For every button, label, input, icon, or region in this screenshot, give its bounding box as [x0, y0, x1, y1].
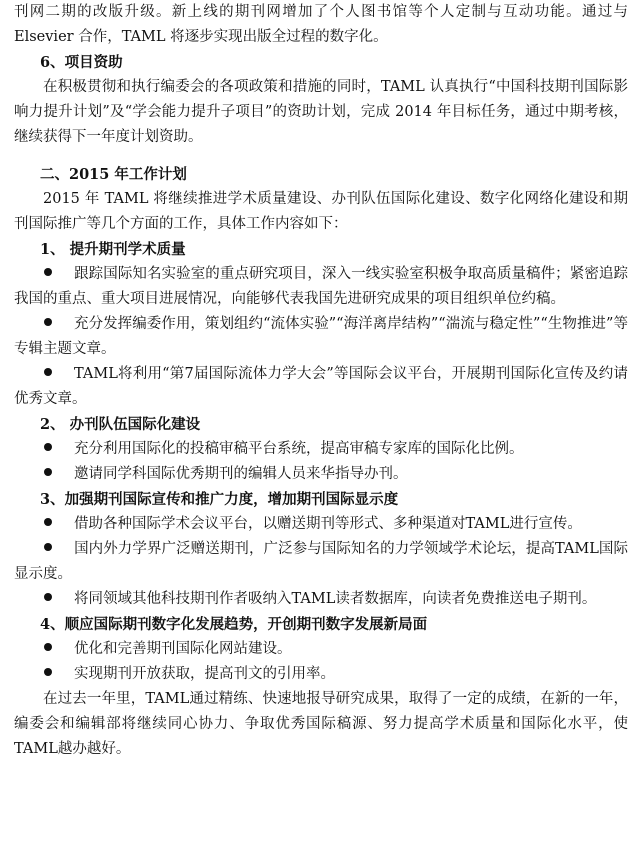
section-6-heading: 6、项目资助: [40, 54, 123, 71]
item-1-bullet-1: [14, 262, 628, 312]
item-3-heading: 3、加强期刊国际宣传和推广力度，增加期刊国际显示度: [40, 491, 399, 508]
item-1-bullet-3: [14, 362, 628, 412]
item-4-bullet-2: [14, 662, 628, 687]
item-2-bullet-1: [14, 437, 628, 462]
bullet-dot-icon: [44, 443, 52, 451]
bullet-dot-icon: [44, 518, 52, 526]
bullet-text: 将同领域其他科技期刊作者吸纳入TAML读者数据库，向读者免费推送电子期刊。: [74, 591, 597, 607]
bullet-dot-icon: [44, 643, 52, 651]
bullet-dot-icon: [44, 543, 52, 551]
part-2-heading: 二、2015 年工作计划: [40, 166, 187, 183]
bullet-text: 实现期刊开放获取，提高刊文的引用率。: [74, 666, 335, 682]
bullet-text: 借助各种国际学术会议平台，以赠送期刊等形式、多种渠道对TAML进行宣传。: [74, 516, 582, 532]
intro-paragraph-end: 刊网二期的改版升级。新上线的期刊网增加了个人图书馆等个人定制与互动功能。通过与Elsevier 合作，TAML 将逐步实现出版全过程的数字化。: [14, 4, 628, 45]
bullet-dot-icon: [44, 668, 52, 676]
item-4-bullet-1: [14, 637, 628, 662]
item-3-bullet-2: [14, 537, 628, 587]
item-3-bullet-3: [14, 587, 628, 612]
bullet-text: 跟踪国际知名实验室的重点研究项目，深入一线实验室积极争取高质量稿件；紧密追踪我国的重点、重大项目进展情况，向能够代表我国先进研究成果的项目组织单位约稿。: [14, 266, 628, 307]
closing-paragraph: 在过去一年里，TAML通过精练、快速地报导研究成果，取得了一定的成绩，在新的一年，编委会和编辑部将继续同心协力、争取优秀国际稿源、努力提高学术质量和国际化水平，使TAML越办越好。: [14, 691, 628, 757]
part-2-intro: 2015 年 TAML 将继续推进学术质量建设、办刊队伍国际化建设、数字化网络化建设和期刊国际推广等几个方面的工作，具体工作内容如下：: [14, 191, 628, 232]
item-1-bullet-2: [14, 312, 628, 362]
bullet-text: 邀请同学科国际优秀期刊的编辑人员来华指导办刊。: [74, 466, 408, 482]
bullet-text: 充分利用国际化的投稿审稿平台系统，提高审稿专家库的国际化比例。: [74, 441, 524, 457]
bullet-text: 充分发挥编委作用，策划组约“流体实验”“海洋离岸结构”“湍流与稳定性”“生物推进”等专辑主题文章。: [14, 316, 628, 357]
bullet-dot-icon: [44, 268, 52, 276]
bullet-text: 优化和完善期刊国际化网站建设。: [74, 641, 292, 657]
bullet-dot-icon: [44, 368, 52, 376]
bullet-text: TAML将利用“第7届国际流体力学大会”等国际会议平台，开展期刊国际化宣传及约请优秀文章。: [14, 366, 628, 407]
item-2-heading: 2、 办刊队伍国际化建设: [40, 416, 201, 433]
bullet-text: 国内外力学界广泛赠送期刊，广泛参与国际知名的力学领域学术论坛，提高TAML国际显示度。: [14, 541, 628, 582]
item-2-bullet-2: [14, 462, 628, 487]
document-page: [14, 0, 628, 762]
section-6-body: 在积极贯彻和执行编委会的各项政策和措施的同时，TAML 认真执行“中国科技期刊国际影响力提升计划”及“学会能力提升子项目”的资助计划，完成 2014 年目标任务，通过中期考核，继续获得下一年度计划资助。: [14, 79, 628, 145]
bullet-dot-icon: [44, 593, 52, 601]
item-4-heading: 4、顺应国际期刊数字化发展趋势，开创期刊数字发展新局面: [40, 616, 428, 633]
bullet-dot-icon: [44, 468, 52, 476]
item-1-heading: 1、 提升期刊学术质量: [40, 241, 186, 258]
section-gap: [14, 150, 628, 162]
item-3-bullet-1: [14, 512, 628, 537]
bullet-dot-icon: [44, 318, 52, 326]
